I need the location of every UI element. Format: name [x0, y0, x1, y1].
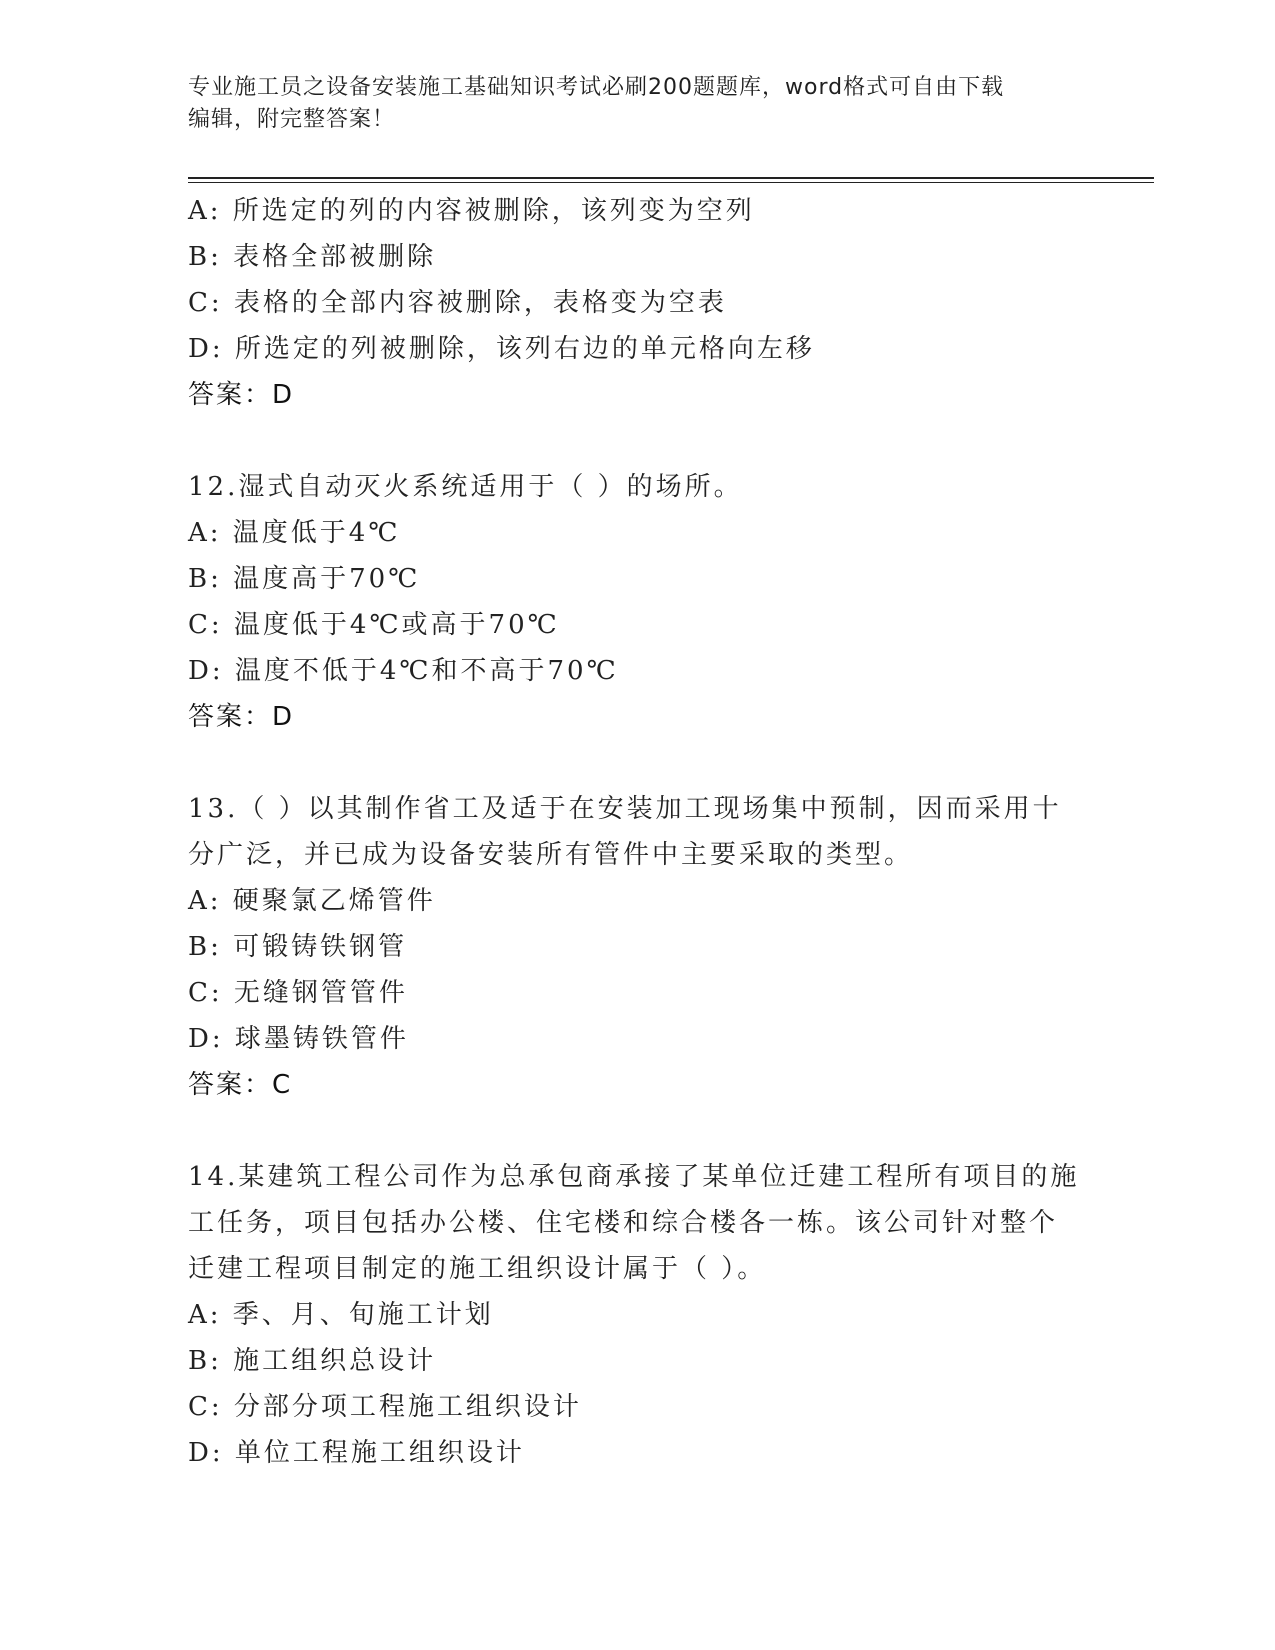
option-a: A: 硬聚氯乙烯管件 — [188, 886, 436, 916]
option-c: C: 无缝钢管管件 — [188, 978, 408, 1008]
option-c: C: 分部分项工程施工组织设计 — [188, 1392, 582, 1422]
question-stem-line-2: 工任务，项目包括办公楼、住宅楼和综合楼各一栋。该公司针对整个 — [188, 1208, 1059, 1238]
answer-line: 答案：D — [188, 380, 295, 410]
spacer — [188, 418, 1088, 464]
option-d: D: 所选定的列被删除，该列右边的单元格向左移 — [188, 334, 815, 364]
question-stem-line-3: 迁建工程项目制定的施工组织设计属于（ ）。 — [188, 1254, 767, 1284]
header-divider-thin — [188, 182, 1154, 183]
question-stem-line-2: 分广泛，并已成为设备安装所有管件中主要采取的类型。 — [188, 840, 914, 870]
document-header — [188, 72, 1088, 136]
option-b: B: 表格全部被删除 — [188, 242, 437, 272]
option-d: D: 单位工程施工组织设计 — [188, 1438, 525, 1468]
option-c: C: 表格的全部内容被删除，表格变为空表 — [188, 288, 727, 318]
question-12 — [188, 464, 1088, 740]
spacer — [188, 740, 1088, 786]
question-stem: 12.湿式自动灭火系统适用于（ ）的场所。 — [188, 472, 743, 502]
question-stem-line-1: 14.某建筑工程公司作为总承包商承接了某单位迁建工程所有项目的施 — [188, 1162, 1080, 1192]
option-a: A: 温度低于4℃ — [188, 518, 401, 548]
answer-line: 答案：D — [188, 702, 295, 732]
header-divider-thick — [188, 177, 1154, 179]
answer-line: 答案：C — [188, 1070, 293, 1100]
option-d: D: 温度不低于4℃和不高于70℃ — [188, 656, 619, 686]
option-d: D: 球墨铸铁管件 — [188, 1024, 409, 1054]
question-14 — [188, 1154, 1088, 1476]
question-13 — [188, 786, 1088, 1108]
option-b: B: 温度高于70℃ — [188, 564, 421, 594]
question-11 — [188, 188, 1088, 418]
option-a: A: 季、月、旬施工计划 — [188, 1300, 494, 1330]
option-b: B: 可锻铸铁钢管 — [188, 932, 408, 962]
option-c: C: 温度低于4℃或高于70℃ — [188, 610, 560, 640]
question-stem-line-1: 13.（ ）以其制作省工及适于在安装加工现场集中预制，因而采用十 — [188, 794, 1062, 824]
header-line-1: 专业施工员之设备安装施工基础知识考试必刷200题题库，word格式可自由下载 — [188, 75, 1005, 100]
question-list — [188, 188, 1088, 1476]
option-b: B: 施工组织总设计 — [188, 1346, 437, 1376]
spacer — [188, 1108, 1088, 1154]
option-a: A: 所选定的列的内容被删除，该列变为空列 — [188, 196, 755, 226]
header-line-2: 编辑，附完整答案！ — [188, 107, 396, 132]
